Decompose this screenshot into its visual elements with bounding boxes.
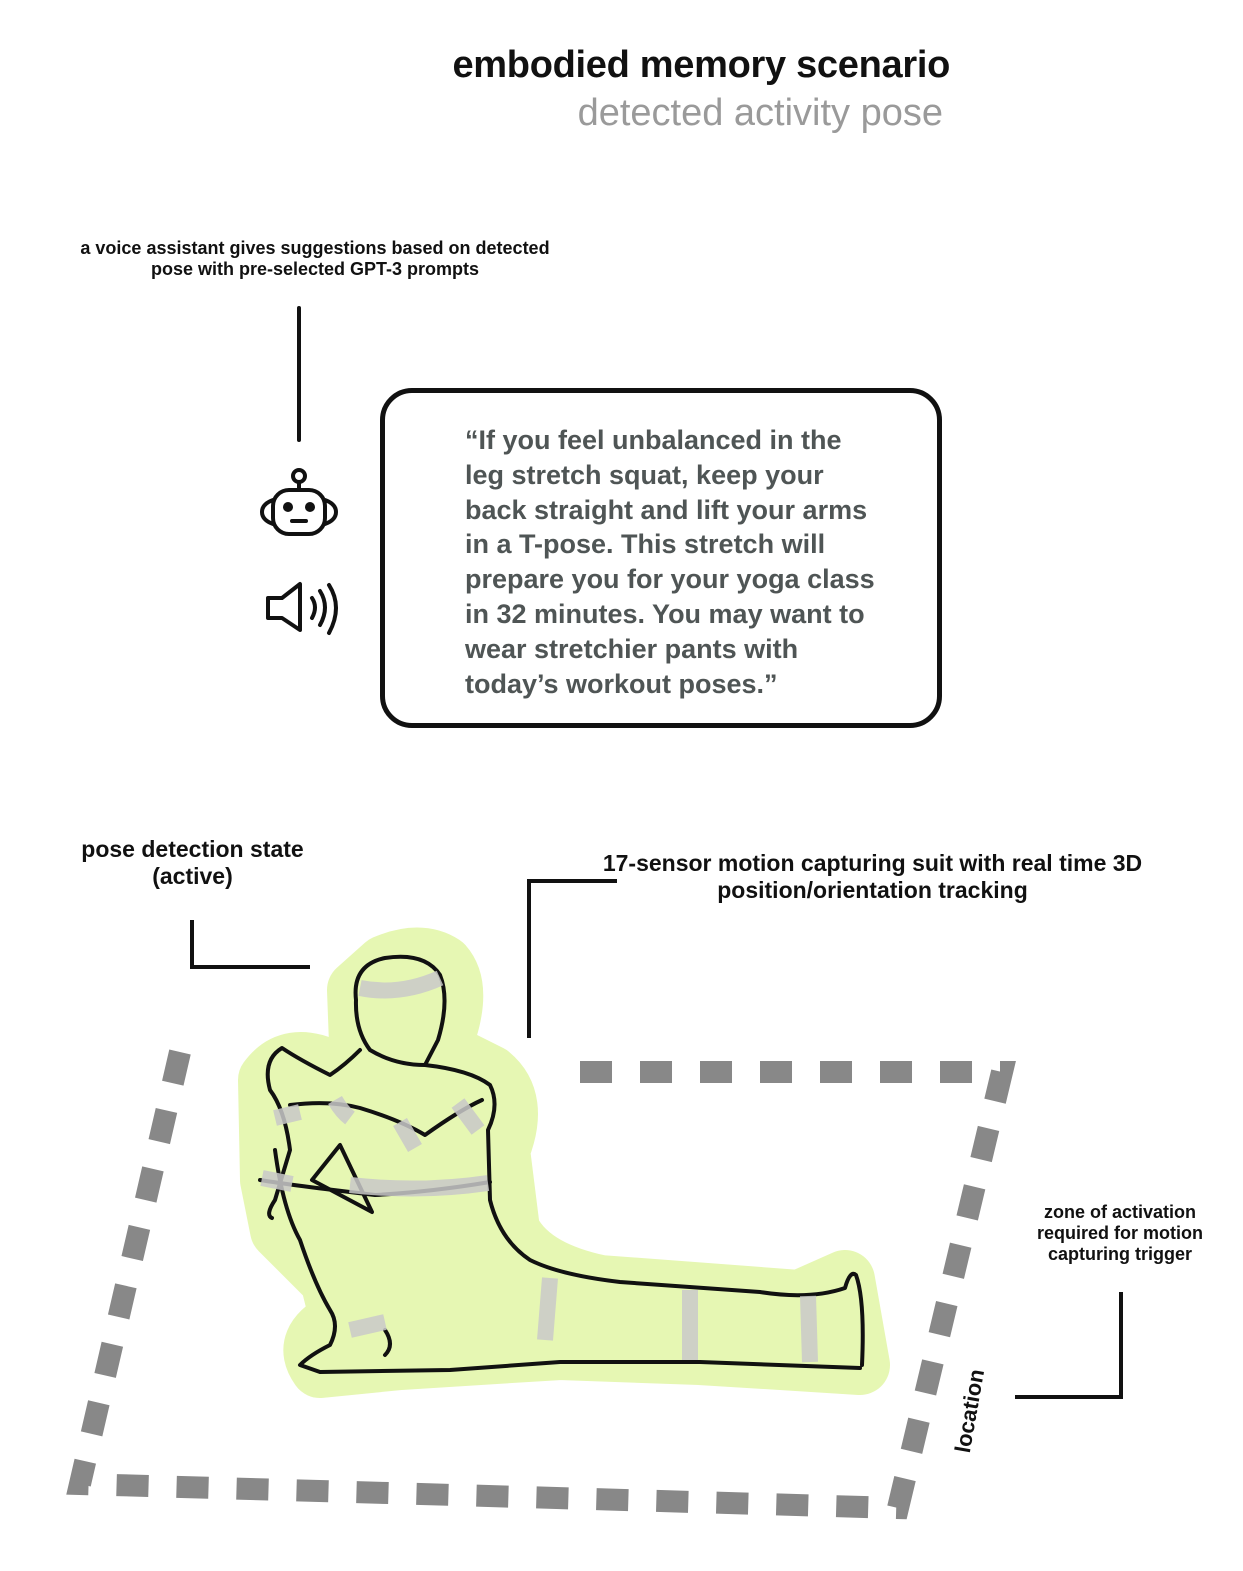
pose-state-leader-line (192, 920, 310, 967)
speaker-icon (268, 584, 336, 633)
suit-leader-line (529, 881, 617, 1038)
location-label: location (949, 1367, 990, 1455)
page-title: embodied memory scenario (452, 44, 950, 86)
assistant-quote: “If you feel unbalanced in the leg stretch squat, keep your back straight and lift your arms in a T-pose. This stretch will prepare you for your yoga class in 32 minutes. You may want to wear stretchier pants with today’s workout poses.” (465, 425, 875, 699)
assistant-speech-bubble (380, 388, 942, 728)
page-subtitle: detected activity pose (577, 92, 943, 134)
zone-leader-line (1015, 1292, 1121, 1397)
voice-assistant-label: a voice assistant gives suggestions based on detected pose with pre-selected GPT-3 prompts (80, 238, 550, 280)
robot-icon (262, 470, 336, 534)
pose-state-label: pose detection state (active) (81, 836, 304, 890)
zone-label: zone of activation required for motion capturing trigger (1037, 1202, 1203, 1265)
suit-label: 17-sensor motion capturing suit with real time 3D position/orientation tracking (602, 850, 1143, 904)
